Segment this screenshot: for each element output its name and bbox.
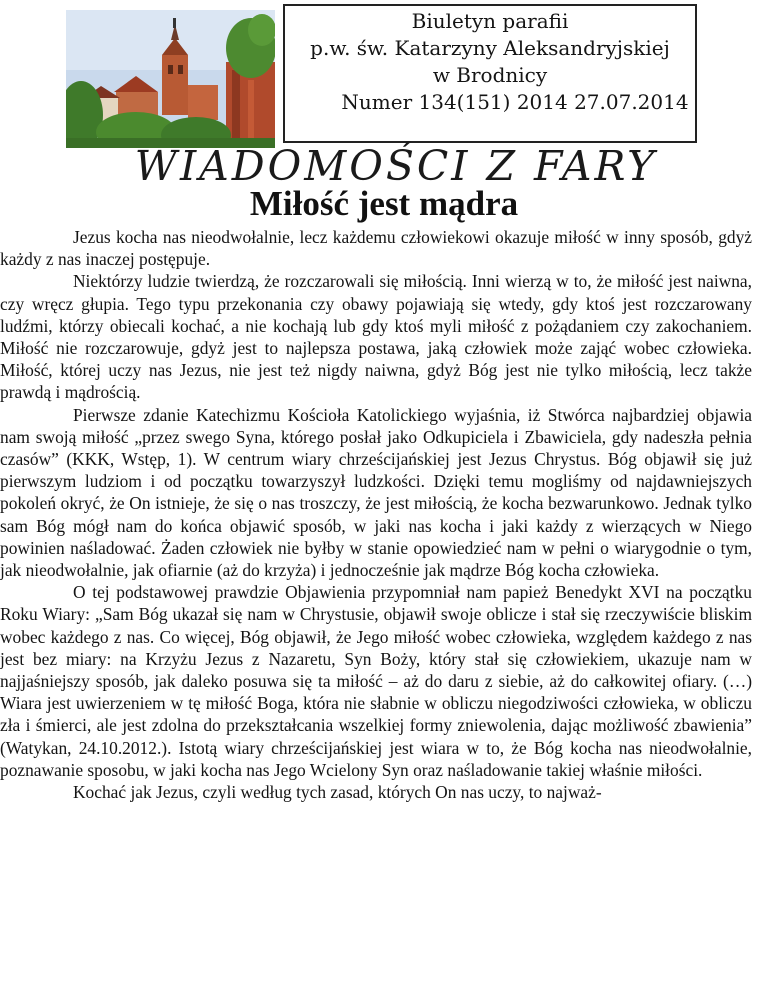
town-skyline-image — [66, 10, 275, 148]
article-body — [0, 226, 752, 803]
bulletin-title: Biuletyn parafii — [411, 9, 569, 33]
issue-number-date: Numer 134(151) 2014 27.07.2014 — [341, 90, 689, 114]
article-paragraph: Pierwsze zdanie Katechizmu Kościoła Katolickiego wyjaśnia, iż Stwórca najbardziej objawia nam swoją miłość „przez swego Syna, którego posłał jako Odkupiciela i Zbawiciela, gdy nadeszła pełnia czasów” (KKK, Wstęp, 1). W centrum wiary chrześcijańskiej jest Jezus Chrystus. Bóg objawił się już pierwszym ludziom i od początku towarzyszył ludzkości. Dzięki temu mogliśmy od najdawniejszych pokoleń okryć, że On istnieje, że się o nas troszczy, że jest miłością, że kocha bezwarunkowo. Jednak tylko sam Bóg mógł nam do końca objawić sposób, w jaki nas kocha i jaki każdy z wierzących w Niego powinien naśladować. Żaden człowiek nie byłby w stanie opowiedzieć nam w pełni o wiarygodnie o tym, jak nieodwołalnie, jak ofiarnie (aż do krzyża) i jednocześnie jak mądrze Bóg kocha człowieka. — [0, 404, 752, 581]
bulletin-info-box — [283, 4, 697, 143]
parish-location: w Brodnicy — [432, 63, 548, 87]
parish-name: p.w. św. Katarzyny Aleksandryjskiej — [310, 36, 670, 60]
article-paragraph: Niektórzy ludzie twierdzą, że rozczarowali się miłością. Inni wierzą w to, że miłość jest naiwna, czy wręcz głupia. Tego typu przekonania czy obawy pojawiają się wtedy, gdy ktoś jest rozczarowany ludźmi, którzy obiecali kochać, a nie kochają lub gdy ktoś myli miłość z pożądaniem czy zakochaniem. Miłość nie rozczarowuje, gdyż jest to najlepsza postawa, jaką człowiek może zająć wobec człowieka. Miłość, której uczy nas Jezus, nie jest też nigdy naiwna, gdyż Bóg jest nie tylko miłością, lecz także prawdą i mądrością. — [0, 271, 752, 403]
article-title: Miłość jest mądra — [249, 184, 519, 223]
article-paragraph: Kochać jak Jezus, czyli według tych zasad, których On nas uczy, to najważ- — [73, 782, 602, 803]
article-paragraph: O tej podstawowej prawdzie Objawienia przypomniał nam papież Benedykt XVI na początku Roku Wiary: „Sam Bóg ukazał się nam w Chrystusie, objawił swoje oblicze i stał się rzeczywiście bliskim wobec każdego z nas. Co więcej, Bóg objawił, że Jego miłość wobec człowieka, względem każdego z nas jest bez miary: na Krzyżu Jezus z Nazaretu, Syn Boży, który stał się człowiekiem, ukazuje nam w najjaśniejszy sposób, jak daleko posuwa się ta miłość – aż do daru z siebie, aż do całkowitej ofiary. (…) Wiara jest uwierzeniem w tę miłość Boga, która nie słabnie w obliczu niegodziwości człowieka, w obliczu zła i śmierci, ale jest zdolna do przekształcania wszelkiej formy zniewolenia, dając możliwość zbawienia” (Watykan, 24.10.2012.). Istotą wiary chrześcijańskiej jest wiara w to, że Bóg kocha nas nieodwołalnie, poznawanie sposobu, w jaki kocha nas Jego Wcielony Syn oraz naśladowanie takiej właśnie miłości. — [0, 582, 752, 780]
town-skyline-photo — [66, 10, 275, 148]
masthead-title: WIADOMOŚCI Z FARY — [134, 142, 658, 190]
article-paragraph: Jezus kocha nas nieodwołalnie, lecz każdemu człowiekowi okazuje miłość w inny sposób, gdyż każdy z nas inaczej postępuje. — [0, 227, 752, 270]
